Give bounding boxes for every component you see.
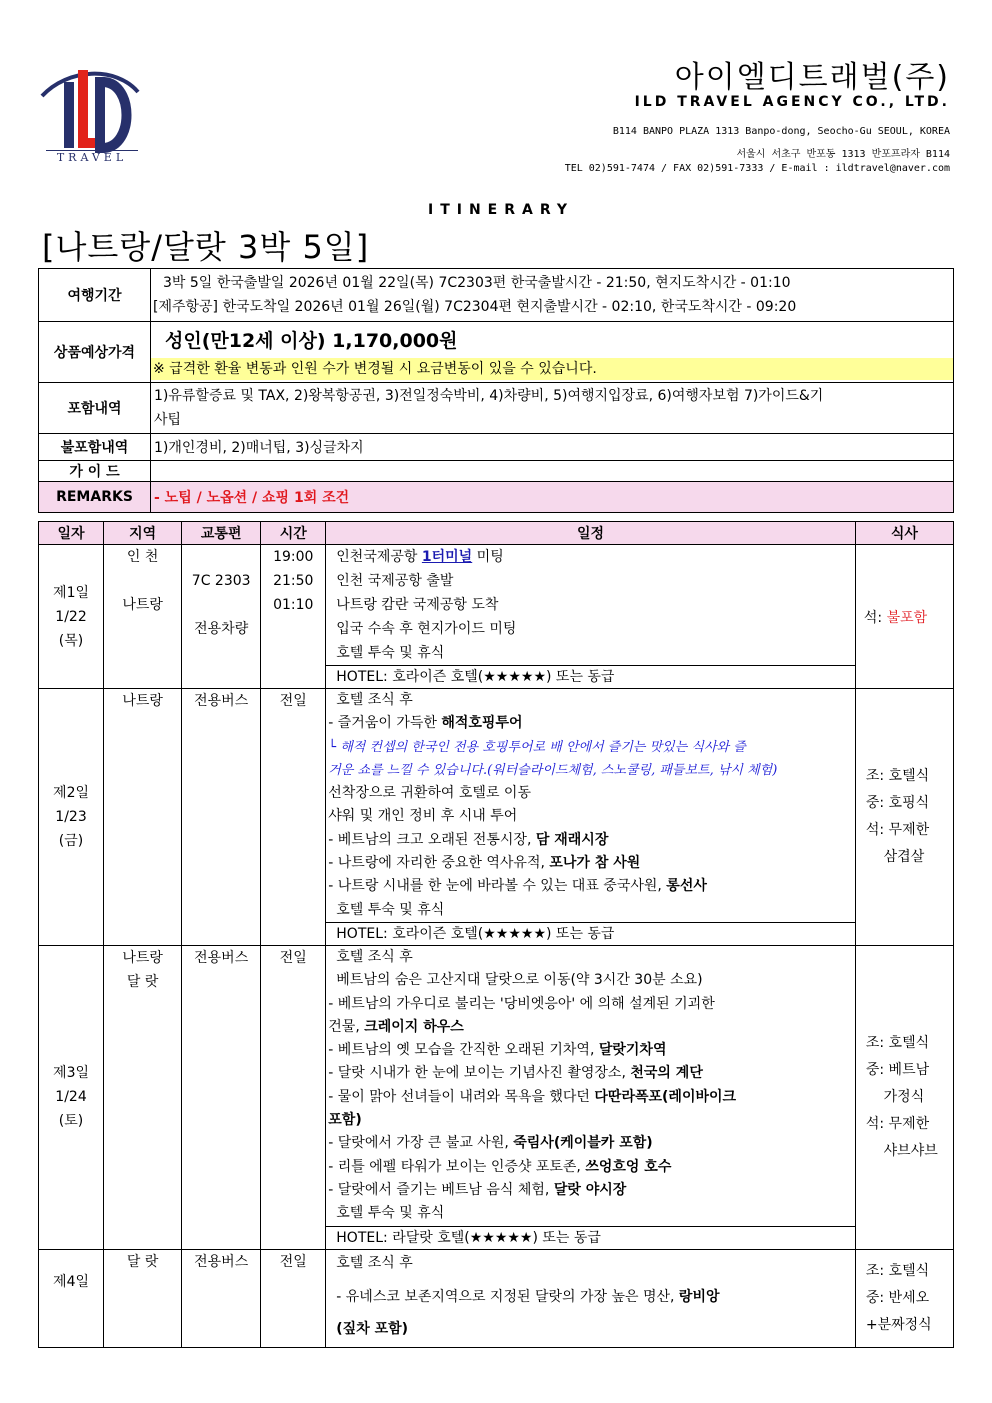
transport: 7C 2303 bbox=[191, 573, 251, 589]
region: 나트랑 bbox=[122, 693, 163, 709]
header-region: 지역 bbox=[104, 522, 182, 545]
remarks-label: REMARKS bbox=[39, 482, 151, 513]
period-row bbox=[39, 269, 954, 322]
schedule-line: 건물, 크레이지 하우스 bbox=[328, 1018, 464, 1035]
meals bbox=[856, 763, 953, 871]
time: 전일 bbox=[279, 693, 307, 709]
schedule-line: - 베트남의 옛 모습을 간직한 오래된 기차역, 달랏기차역 bbox=[328, 1042, 667, 1059]
day-weekday: (금) bbox=[58, 832, 84, 849]
guide-label: 가 이 드 bbox=[39, 461, 151, 482]
guide-value bbox=[151, 461, 954, 482]
schedule-line: - 베트남의 크고 오래된 전통시장, 담 재래시장 bbox=[328, 831, 609, 848]
header-day: 일자 bbox=[39, 522, 104, 545]
price-value: 성인(만12세 이상) 1,170,000원 bbox=[165, 330, 458, 352]
region: 달 랏 bbox=[126, 973, 159, 990]
meals bbox=[856, 1030, 953, 1165]
region: 달 랏 bbox=[126, 1253, 159, 1270]
header-transport: 교통편 bbox=[182, 522, 261, 545]
time: 전일 bbox=[279, 949, 307, 966]
page-title: [나트랑/달랏 3박 5일] bbox=[42, 228, 370, 266]
schedule-line: 인천국제공항 1터미널 미팅 bbox=[336, 549, 504, 565]
schedule-line: - 물이 맑아 선녀들이 내려와 목욕을 했다던 다딴라폭포(레이바이크 bbox=[328, 1088, 737, 1105]
schedule-line: 인천 국제공항 출발 bbox=[336, 573, 454, 589]
terminal-highlight: 1터미널 bbox=[421, 549, 473, 565]
region: 인 천 bbox=[126, 549, 159, 565]
schedule-line: - 나트랑 시내를 한 눈에 바라볼 수 있는 대표 중국사원, 롱선사 bbox=[328, 878, 707, 895]
schedule-line: - 즐거움이 가득한 해적호핑투어 bbox=[328, 715, 523, 732]
itinerary-label: ITINERARY bbox=[428, 202, 575, 218]
excluded-label: 불포함내역 bbox=[39, 434, 151, 461]
meal: 조: 호텔식 bbox=[865, 767, 930, 784]
header-meals: 식사 bbox=[855, 522, 953, 545]
address-ko: 서울시 서초구 반포동 1313 반포프라자 B114 bbox=[736, 149, 950, 160]
schedule-line: (짚차 포함) bbox=[336, 1320, 409, 1337]
period-line: [제주항공] 한국도착일 2026년 01월 26일(월) 7C2304편 현지출발시간 - 02:10, 한국도착시간 - 09:20 bbox=[153, 299, 797, 315]
period-line: 3박 5일 한국출발일 2026년 01월 22일(목) 7C2303편 한국출발시간 - 21:50, 현지도착시간 - 01:10 bbox=[163, 275, 791, 291]
day-date: 1/24 bbox=[55, 1089, 87, 1106]
schedule-line: 샤워 및 개인 정비 후 시내 투어 bbox=[328, 808, 518, 825]
time: 01:10 bbox=[273, 597, 314, 613]
meal: 샤브샤브 bbox=[865, 1142, 938, 1159]
hotel-info: HOTEL: 호라이즌 호텔(★★★★★) 또는 동급 bbox=[326, 922, 855, 945]
schedule-table bbox=[38, 521, 954, 1348]
schedule-line: 호텔 투숙 및 휴식 bbox=[336, 1205, 445, 1222]
day-label: 제4일 bbox=[53, 1273, 90, 1290]
day-label: 제1일 bbox=[53, 584, 90, 601]
meal: 중: 호핑식 bbox=[865, 794, 930, 811]
remarks-value: - 노팁 / 노옵션 / 쇼핑 1회 조건 bbox=[151, 482, 954, 513]
region: 나트랑 bbox=[122, 949, 163, 966]
meal-not-included: 불포함 bbox=[886, 609, 928, 626]
price-note: ※ 급격한 환율 변동과 인원 수가 변경될 시 요금변동이 있을 수 있습니다. bbox=[151, 358, 953, 380]
header-schedule: 일정 bbox=[326, 522, 856, 545]
meal: 조: 호텔식 bbox=[865, 1262, 930, 1279]
meal: 조: 호텔식 bbox=[865, 1034, 930, 1051]
meals: 석: 불포함 bbox=[855, 545, 953, 689]
remarks-row bbox=[39, 482, 954, 513]
day-label: 제3일 bbox=[53, 1065, 90, 1082]
day-1-row bbox=[39, 545, 954, 689]
schedule-line: 호텔 조식 후 bbox=[336, 1254, 413, 1271]
schedule-line: - 달랏에서 가장 큰 불교 사원, 죽림사(케이블카 포함) bbox=[328, 1135, 653, 1152]
transport: 전용버스 bbox=[194, 1253, 249, 1270]
price-label: 상품예상가격 bbox=[39, 322, 151, 383]
meal: 가정식 bbox=[865, 1088, 925, 1105]
logo-subtitle: TRAVEL bbox=[46, 150, 138, 164]
day-date: 1/22 bbox=[55, 608, 87, 625]
guide-row bbox=[39, 461, 954, 482]
time: 전일 bbox=[279, 1253, 307, 1270]
day-weekday: (목) bbox=[58, 632, 84, 649]
schedule-note: 거운 쇼를 느낄 수 있습니다.(워터슬라이드체험, 스노쿨링, 패들보트, 낚시 체험) bbox=[328, 762, 778, 778]
included-line: 1)유류할증료 및 TAX, 2)왕복항공권, 3)전일정숙박비, 4)차량비, 5)여행지입장료, 6)여행자보험 7)가이드&기 bbox=[154, 388, 824, 404]
day-date: 1/23 bbox=[55, 808, 87, 825]
day-3-row bbox=[39, 945, 954, 1249]
header-time: 시간 bbox=[261, 522, 326, 545]
meal: 중: 반세오 bbox=[865, 1289, 930, 1306]
company-name-ko: 아이엘디트래벌(주) bbox=[674, 60, 950, 95]
schedule-line: 호텔 투숙 및 휴식 bbox=[336, 901, 445, 918]
schedule-line: - 나트랑에 자리한 중요한 역사유적, 포나가 참 사원 bbox=[328, 855, 641, 872]
meals bbox=[856, 1258, 953, 1339]
meal: +분짜정식 bbox=[865, 1316, 932, 1333]
schedule-header bbox=[39, 522, 954, 545]
schedule-line: 호텔 조식 후 bbox=[336, 948, 413, 965]
day-weekday: (토) bbox=[58, 1113, 84, 1130]
period-label: 여행기간 bbox=[39, 269, 151, 322]
transport bbox=[182, 593, 260, 617]
schedule-line: 호텔 조식 후 bbox=[336, 692, 413, 708]
schedule-line: - 리틀 에펠 타워가 보이는 인증샷 포토존, 쓰엉흐엉 호수 bbox=[328, 1158, 672, 1175]
company-logo bbox=[38, 62, 142, 166]
meal: 석: 무제한 bbox=[865, 821, 930, 838]
transport: 전용버스 bbox=[194, 949, 249, 966]
meal: 삼겹살 bbox=[865, 848, 925, 865]
included-row bbox=[39, 383, 954, 434]
schedule-note: └ 해적 컨셉의 한국인 전용 호핑투어로 배 안에서 즐기는 맛있는 식사와 즐 bbox=[328, 739, 746, 755]
meal: 중: 베트남 bbox=[865, 1061, 930, 1078]
schedule-line: 호텔 투숙 및 휴식 bbox=[336, 645, 445, 661]
contact-info: TEL 02)591-7474 / FAX 02)591-7333 / E-mail : ildtravel@naver.com bbox=[564, 163, 950, 174]
schedule-line: 입국 수속 후 현지가이드 미팅 bbox=[336, 621, 517, 637]
schedule-line: - 달랏 시내가 한 눈에 보이는 기념사진 촬영장소, 천국의 계단 bbox=[328, 1065, 703, 1082]
day-4-row bbox=[39, 1249, 954, 1347]
transport: 전용버스 bbox=[194, 693, 249, 709]
schedule-line: - 유네스코 보존지역으로 지정된 달랏의 가장 높은 명산, 랑비앙 bbox=[336, 1288, 720, 1305]
region bbox=[104, 569, 181, 593]
day-2-row bbox=[39, 689, 954, 946]
day-label: 제2일 bbox=[53, 784, 90, 801]
included-line: 사팁 bbox=[154, 412, 182, 428]
time: 21:50 bbox=[273, 573, 314, 589]
info-table bbox=[38, 268, 954, 513]
hotel-info: HOTEL: 라달랏 호텔(★★★★★) 또는 동급 bbox=[326, 1226, 855, 1249]
included-label: 포함내역 bbox=[39, 383, 151, 434]
price-row bbox=[39, 322, 954, 383]
transport: 전용차량 bbox=[194, 621, 249, 637]
schedule-line: 나트랑 캄란 국제공항 도착 bbox=[336, 597, 499, 613]
schedule-line: 선착장으로 귀환하여 호텔로 이동 bbox=[328, 785, 531, 802]
company-name-en: ILD TRAVEL AGENCY CO., LTD. bbox=[634, 94, 950, 110]
hotel-info: HOTEL: 호라이즌 호텔(★★★★★) 또는 동급 bbox=[326, 665, 855, 688]
schedule-line: - 베트남의 가우디로 불리는 '당비엣응아' 에 의해 설계된 기괴한 bbox=[328, 995, 715, 1012]
time: 19:00 bbox=[273, 549, 314, 565]
excluded-row bbox=[39, 434, 954, 461]
excluded-value: 1)개인경비, 2)매너팁, 3)싱글차지 bbox=[151, 434, 954, 461]
schedule-line: 베트남의 숨은 고산지대 달랏으로 이동(약 3시간 30분 소요) bbox=[336, 972, 703, 989]
schedule-line: 포함) bbox=[328, 1112, 362, 1129]
region: 나트랑 bbox=[122, 597, 163, 613]
meal: 석: 무제한 bbox=[865, 1115, 930, 1132]
schedule-line: - 달랏에서 즐기는 베트남 음식 체험, 달랏 야시장 bbox=[328, 1181, 627, 1198]
transport bbox=[182, 545, 260, 569]
address-en: B114 BANPO PLAZA 1313 Banpo-dong, Seocho-Gu SEOUL, KOREA bbox=[612, 126, 950, 137]
